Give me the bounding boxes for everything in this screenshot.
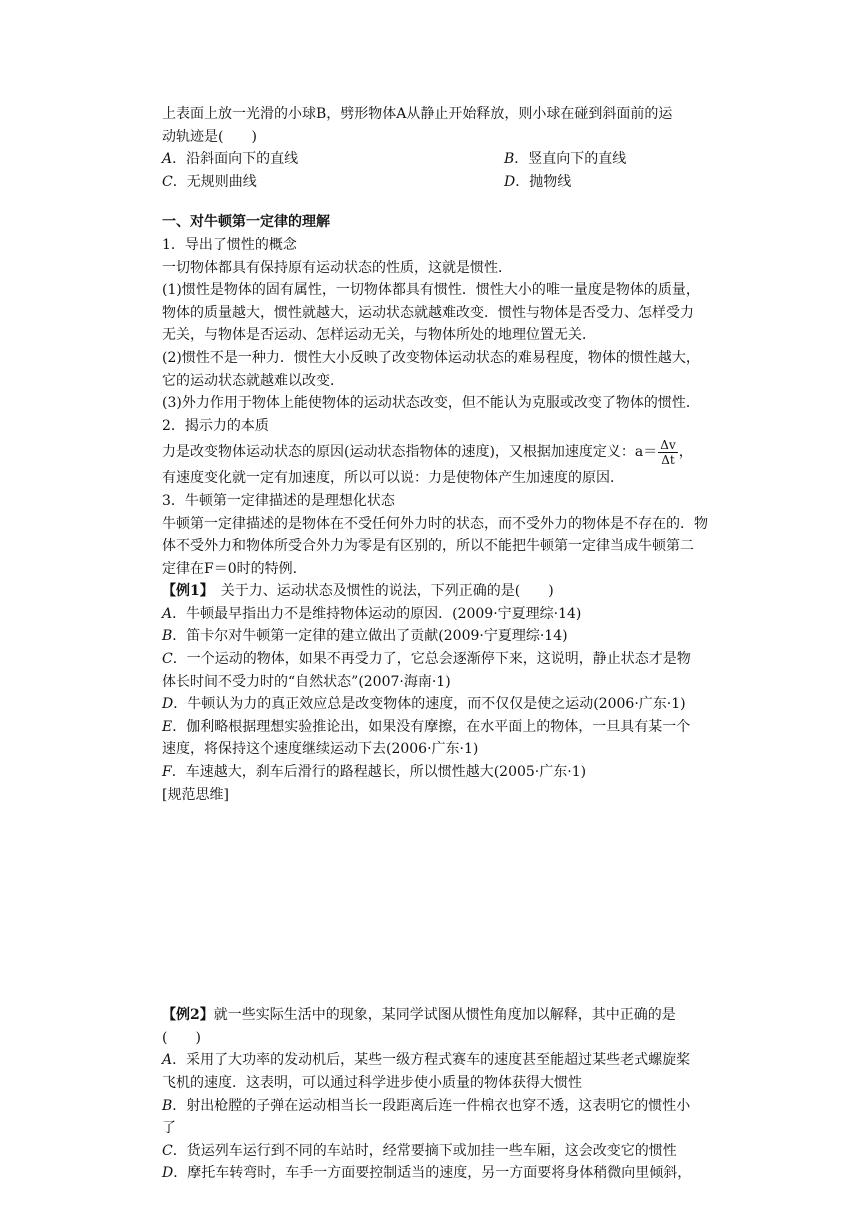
point-1-text: 一切物体都具有保持原有运动状态的性质，这就是惯性．	[162, 259, 512, 276]
point-3-title: 3．牛顿第一定律描述的是理想化状态	[162, 492, 395, 509]
intro-options-row-1	[162, 148, 734, 171]
intro-option-c: C．无规则曲线	[162, 173, 257, 190]
example-2-option-b-line-2: 了	[162, 1120, 176, 1137]
intro-option-a: A．沿斜面向下的直线	[162, 151, 299, 168]
point-2-title: 2．揭示力的本质	[162, 417, 269, 434]
example-1-option-d: D．牛顿认为力的真正效应总是改变物体的速度，而不仅仅是使之运动(2006·广东·1)	[162, 696, 686, 713]
intro-line-1: 上表面上放一光滑的小球B，劈形物体A从静止开始释放，则小球在碰到斜面前的运	[162, 106, 673, 122]
example-1-thinking-label: [规范思维]	[162, 786, 229, 803]
point-1-2-line-a: (2)惯性不是一种力．惯性大小反映了改变物体运动状态的难易程度，物体的惯性越大，	[162, 349, 700, 366]
example-2-option-a-line-1: A．采用了大功率的发动机后，某些一级方程式赛车的速度甚至能超过某些老式螺旋桨	[162, 1052, 691, 1069]
example-2-stem-line-1: 【例2】就一些实际生活中的现象，某同学试图从惯性角度加以解释，其中正确的是	[162, 1007, 676, 1024]
example-2-option-b-line-1: B．射出枪膛的子弹在运动相当长一段距离后连一件棉衣也穿不透，这表明它的惯性小	[162, 1097, 691, 1114]
document-content	[162, 103, 734, 1185]
intro-options-row-2	[162, 171, 734, 194]
example-1-option-f: F．车速越大，刹车后滑行的路程越长，所以惯性越大(2005·广东·1)	[162, 764, 587, 781]
point-2-formula-line: 力是改变物体运动状态的原因(运动状态指物体的速度)，又根据加速度定义：a＝ $\frac{\Delta v}{\Delta t}$ ，	[162, 437, 693, 467]
example-2-option-c: C．货运列车运行到不同的车站时，经常要摘下或加挂一些车厢，这会改变它的惯性	[162, 1142, 677, 1159]
point-1-3: (3)外力作用于物体上能使物体的运动状态改变，但不能认为克服或改变了物体的惯性．	[162, 395, 700, 412]
section-heading: 一、对牛顿第一定律的理解	[162, 214, 330, 231]
point-3-line-c: 定律在F＝0时的特例．	[162, 560, 307, 577]
example-1-option-c-line-2: 体长时间不受力时的“自然状态”(2007·海南·1)	[162, 673, 451, 690]
intro-line-2: 动轨迹是( )	[162, 128, 257, 145]
point-3-line-a: 牛顿第一定律描述的是物体在不受任何外力时的状态，而不受外力的物体是不存在的．物	[162, 515, 708, 532]
example-1-option-e-line-2: 速度，将保持这个速度继续运动下去(2006·广东·1)	[162, 741, 479, 758]
acceleration-fraction: $\frac{\Delta v}{\Delta t}$	[660, 437, 676, 467]
example-1-stem: 【例1】 关于力、运动状态及惯性的说法，下列正确的是( )	[162, 583, 554, 600]
example-2-option-a-line-2: 飞机的速度．这表明，可以通过科学进步使小质量的物体获得大惯性	[162, 1075, 582, 1091]
point-1-1-line-a: (1)惯性是物体的固有属性，一切物体都具有惯性．惯性大小的唯一量度是物体的质量，	[162, 282, 700, 299]
example-2-option-d-line-1: D．摩托车转弯时，车手一方面要控制适当的速度，另一方面要将身体稍微向里倾斜，	[162, 1165, 692, 1182]
point-1-title: 1．导出了惯性的概念	[162, 236, 297, 253]
point-1-1-line-b: 物体的质量越大，惯性就越大，运动状态就越难改变．惯性与物体是否受力、怎样受力	[162, 304, 694, 321]
example-1-option-e-line-1: E．伽利略根据理想实验推论出，如果没有摩擦，在水平面上的物体，一旦具有某一个	[162, 718, 691, 735]
example-1-option-b: B．笛卡尔对牛顿第一定律的建立做出了贡献(2009·宁夏理综·14)	[162, 628, 568, 645]
example-1-option-a: A．牛顿最早指出力不是维持物体运动的原因．(2009·宁夏理综·14)	[162, 605, 582, 622]
intro-option-d: D．抛物线	[504, 173, 572, 190]
point-3-line-b: 体不受外力和物体所受合外力为零是有区别的，所以不能把牛顿第一定律当成牛顿第二	[162, 538, 694, 555]
example-2-stem-line-2: ( )	[162, 1029, 201, 1046]
point-2-text-b: 有速度变化就一定有加速度，所以可以说：力是使物体产生加速度的原因．	[162, 470, 624, 487]
intro-option-b: B．竖直向下的直线	[504, 151, 627, 168]
answer-blank-area	[162, 806, 734, 1004]
example-1-option-c-line-1: C．一个运动的物体，如果不再受力了，它总会逐渐停下来，这说明，静止状态才是物	[162, 651, 691, 668]
point-1-1-line-c: 无关，与物体是否运动、怎样运动无关，与物体所处的地理位置无关．	[162, 327, 596, 344]
point-1-2-line-b: 它的运动状态就越难以改变．	[162, 372, 344, 389]
